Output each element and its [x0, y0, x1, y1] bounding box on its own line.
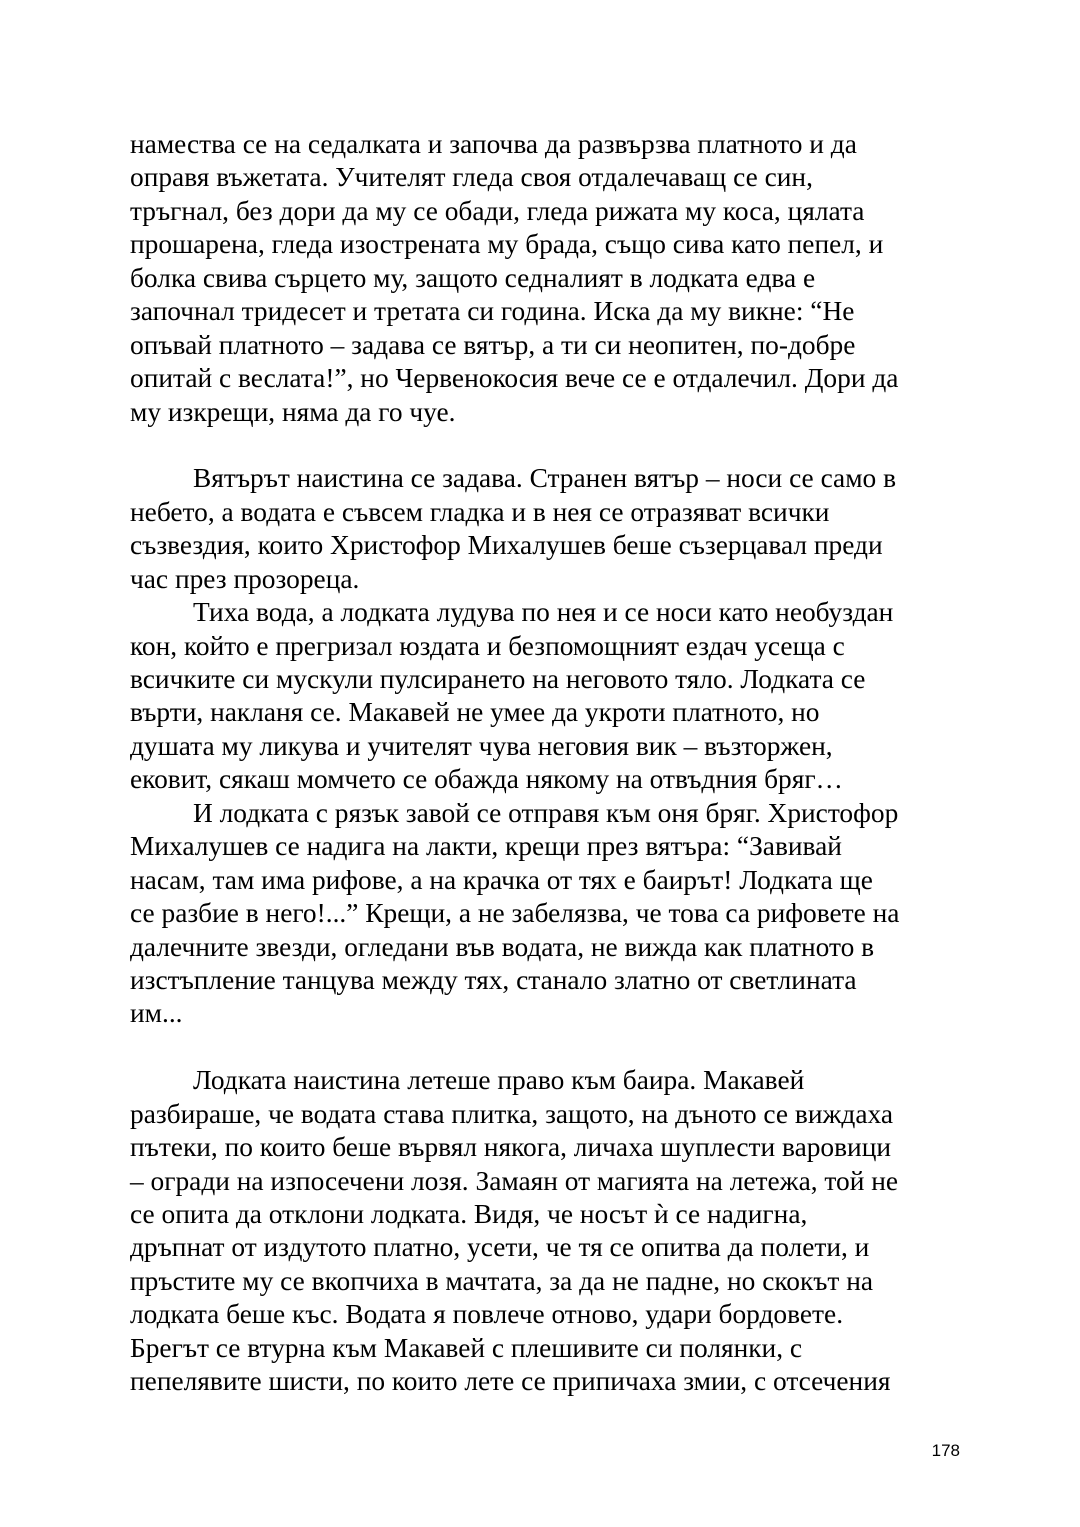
text-line: насам, там има рифове, а на крачка от тях е баирът! Лодката ще: [130, 864, 873, 895]
text-line: тръгнал, без дори да му се обади, гледа рижата му коса, цялата: [130, 195, 865, 226]
paragraph-5: [130, 1064, 960, 1398]
text-line: пепелявите шисти, по които лете се припичаха змии, с отсечения: [130, 1366, 891, 1397]
text-line: им...: [130, 998, 183, 1029]
text-line: Брегът се втурна към Макавей с плешивите си полянки, с: [130, 1332, 803, 1363]
text-line: час през прозореца.: [130, 563, 360, 594]
text-line: И лодката с рязък завой се отправя към оня бряг. Христофор: [193, 797, 899, 828]
text-line: всичките си мускули пулсирането на неговото тяло. Лодката се: [130, 664, 866, 694]
text-line: съзвездия, които Христофор Михалушев беше съзерцавал преди: [130, 530, 883, 561]
text-line: – огради на изпосечени лозя. Замаян от магията на летежа, той не: [130, 1165, 899, 1196]
text-line: пътеки, по които беше вървял някога, личаха шуплести варовици: [130, 1132, 892, 1163]
text-line: душата му ликува и учителят чува неговия вик – възторжен,: [130, 730, 833, 761]
text-line: пръстите му се вкопчиха в мачтата, за да не падне, но скокът на: [130, 1265, 874, 1296]
text-line: небето, а водата е съвсем гладка и в нея се отразяват всички: [130, 496, 830, 527]
paragraph-4: [130, 797, 960, 1031]
text-line: прошарена, гледа изострената му брада, също сива като пепел, и: [130, 229, 884, 260]
text-line: лодката беше къс. Водата я повлече отново, удари бордовете.: [130, 1299, 844, 1330]
text-line: Тиха вода, а лодката лудува по нея и се носи като необуздан: [193, 597, 894, 628]
text-line: разбираше, че водата става плитка, защото, на дъното се виждаха: [130, 1098, 893, 1129]
text-line: Лодката наистина летеше право към баира. Макавей: [193, 1065, 805, 1096]
body-text: [130, 128, 960, 1399]
text-line: изстъпление танцува между тях, станало златно от светлината: [130, 964, 857, 995]
text-line: дръпнат от издутото платно, усети, че тя се опитва да полети, и: [130, 1232, 870, 1263]
text-line: оправя въжетата. Учителят гледа своя отдалечаващ се син,: [130, 162, 813, 193]
text-line: далечните звезди, огледани във водата, не вижда как платното в: [130, 931, 875, 962]
text-line: върти, накланя се. Макавей не умее да укроти платното, но: [130, 697, 820, 728]
paragraph-spacer: [130, 429, 960, 462]
text-line: се опита да отклони лодката. Видя, че носът ѝ се надигна,: [130, 1199, 808, 1229]
paragraph-1: [130, 128, 960, 429]
text-line: Михалушев се надига на лакти, крещи през вятъра: “Завивай: [130, 831, 842, 862]
text-line: започнал тридесет и третата си година. Иска да му викне: “Не: [130, 296, 855, 327]
text-line: опитай с веслата!”, но Червенокосия вече се е отдалечил. Дори да: [130, 363, 899, 394]
text-line: Вятърът наистина се задава. Странен вятър – носи се само в: [193, 463, 897, 494]
text-line: се разбие в него!...” Крещи, а не забелязва, че това са рифовете на: [130, 898, 900, 929]
text-line: ековит, сякаш момчето се обажда някому на отвъдния бряг…: [130, 764, 843, 795]
text-line: опъвай платното – задава се вятър, а ти си неопитен, по-добре: [130, 329, 856, 360]
page-number: 178: [931, 1441, 960, 1460]
text-line: му изкрещи, няма да го чуе.: [130, 396, 456, 427]
text-line: кон, който е прегризал юздата и безпомощният ездач усеща с: [130, 630, 845, 661]
text-line: болка свива сърцето му, защото седналият в лодката едва е: [130, 262, 816, 293]
paragraph-2: [130, 462, 960, 596]
paragraph-3: [130, 596, 960, 797]
paragraph-spacer: [130, 1031, 960, 1064]
text-line: намества се на седалката и започва да развързва платното и да: [130, 129, 857, 159]
